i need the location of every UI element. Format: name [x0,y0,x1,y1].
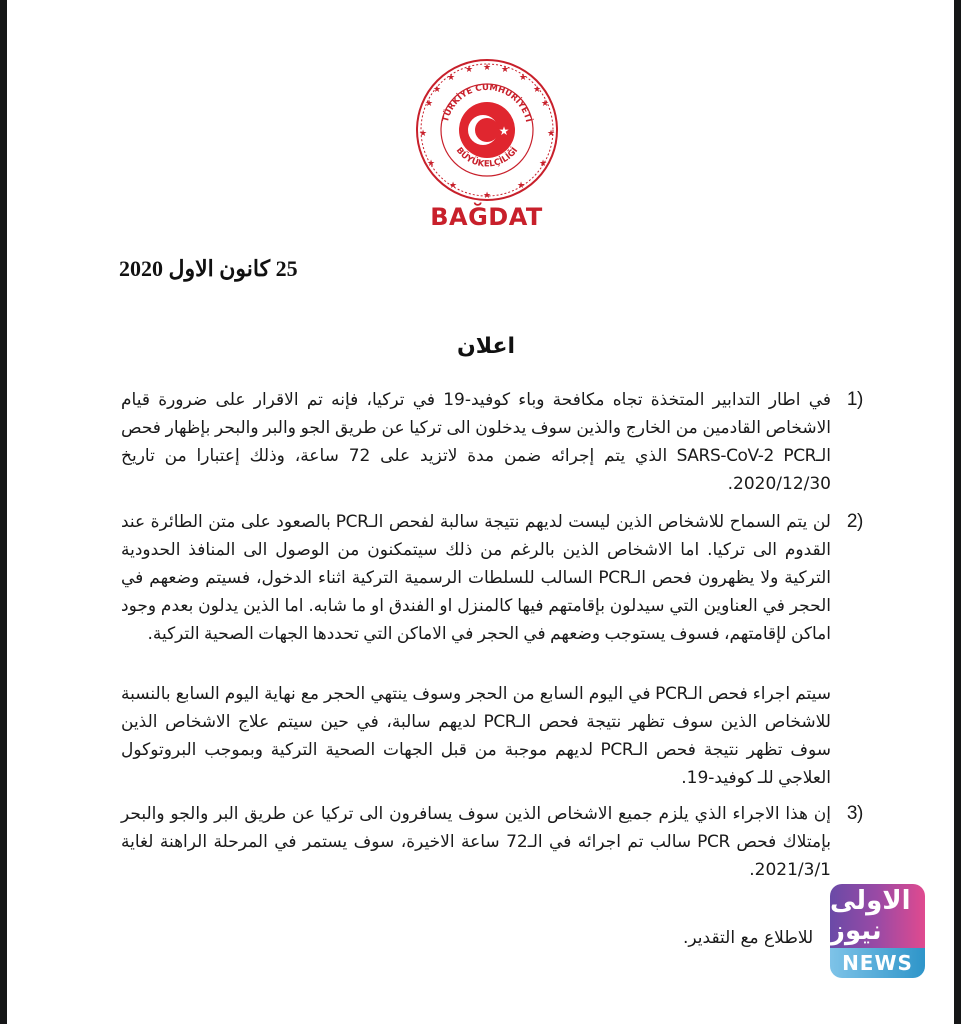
embassy-emblem-icon [415,58,559,202]
svg-text:★: ★ [482,191,492,201]
svg-text:★: ★ [426,159,436,169]
announcement-item-2-continued [121,680,831,792]
svg-text:★: ★ [538,159,548,169]
svg-text:★: ★ [424,99,434,109]
document-date: 25 كانون الاول 2020 [119,256,298,281]
svg-text:BÜYÜKELÇİLİĞİ: BÜYÜKELÇİLİĞİ [453,145,521,170]
item-text: لن يتم السماح للاشخاص الذين ليست لديهم نتيجة سالبة لفحص الـPCR بالصعود على متن الطائرة عند القدوم الى تركيا. اما الاشخاص الذين بالرغم من ذلك سيتمكنون من الوصول الى المنافذ الحدودية التركية ولا يظهرون فحص الـPCR السالب للسلطات الرسمية التركية اثناء الدخول، فسيتم وضعهم في الحجر في العناوين التي سيدلون بإقامتهم فيها كالمنزل او الفندق او ما شابه. اما الذين يدلون بعدم وجود اماكن لإقامتهم، فسوف يستوجب وضعهم في الحجر في الاماكن التي تحددها الجهات الصحية التركية. [121,512,832,644]
closing-remark: للاطلاع مع التقدير. [683,928,814,948]
announcement-item-2 [121,508,863,648]
svg-text:★: ★ [432,85,442,95]
svg-text:★: ★ [418,129,428,139]
svg-text:★: ★ [546,129,556,139]
svg-text:★: ★ [540,99,550,109]
watermark-news-label: NEWS [830,948,925,978]
item-text: في اطار التدابير المتخذة تجاه مكافحة وباء كوفيد-19 في تركيا، فإنه تم الاقرار على ضرورة قيام الاشخاص القادمين من الخارج والذين سوف يدخلون الى تركيا عن طريق الجو والبر والبحر بإظهار فحص الـSARS-CoV-2 PCR الذي يتم إجرائه ضمن مدة لاتزيد على 72 ساعة، وذلك إعتبارا من تاريخ 2020/12/30. [121,390,831,494]
svg-text:★: ★ [500,65,510,75]
svg-text:★: ★ [448,181,458,191]
item-number: 1) [846,389,863,410]
item-text: سيتم اجراء فحص الـPCR في اليوم السابع من الحجر وسوف ينتهي الحجر مع نهاية اليوم السابع بالنسبة للاشخاص الذين سوف تظهر نتيجة فحص الـPCR لديهم سالبة، في حين سيتم علاج الاشخاص الذين سوف تظهر نتيجة فحص الـPCR لديهم موجبة من قبل الجهات الصحية التركية وبموجب البروتوكول العلاجي للـ كوفيد-19. [121,684,832,788]
svg-text:★: ★ [518,73,528,83]
news-watermark-logo [830,884,925,978]
svg-text:TÜRKİYE CUMHURİYETİ: TÜRKİYE CUMHURİYETİ [440,82,534,124]
svg-text:★: ★ [498,124,510,138]
item-number: 3) [846,803,863,824]
svg-text:★: ★ [532,85,542,95]
item-text: إن هذا الاجراء الذي يلزم جميع الاشخاص الذين سوف يسافرون الى تركيا عن طريق البر والجو والبحر بإمتلاك فحص PCR سالب تم اجرائه في الـ72 ساعة الاخيرة، سوف يستمر في المرحلة الراهنة لغاية 2021/3/1. [121,804,831,880]
watermark-arabic-text: الاولى نيوز [830,884,925,948]
announcement-item-3 [121,800,863,884]
document-page [7,0,954,1024]
item-number: 2) [846,511,863,532]
svg-text:★: ★ [464,65,474,75]
embassy-city: BAĞDAT [430,203,543,231]
announcement-item-1 [121,386,863,498]
svg-text:★: ★ [446,73,456,83]
document-title: اعلان [457,334,516,359]
svg-text:★: ★ [482,63,492,73]
svg-text:★: ★ [516,181,526,191]
